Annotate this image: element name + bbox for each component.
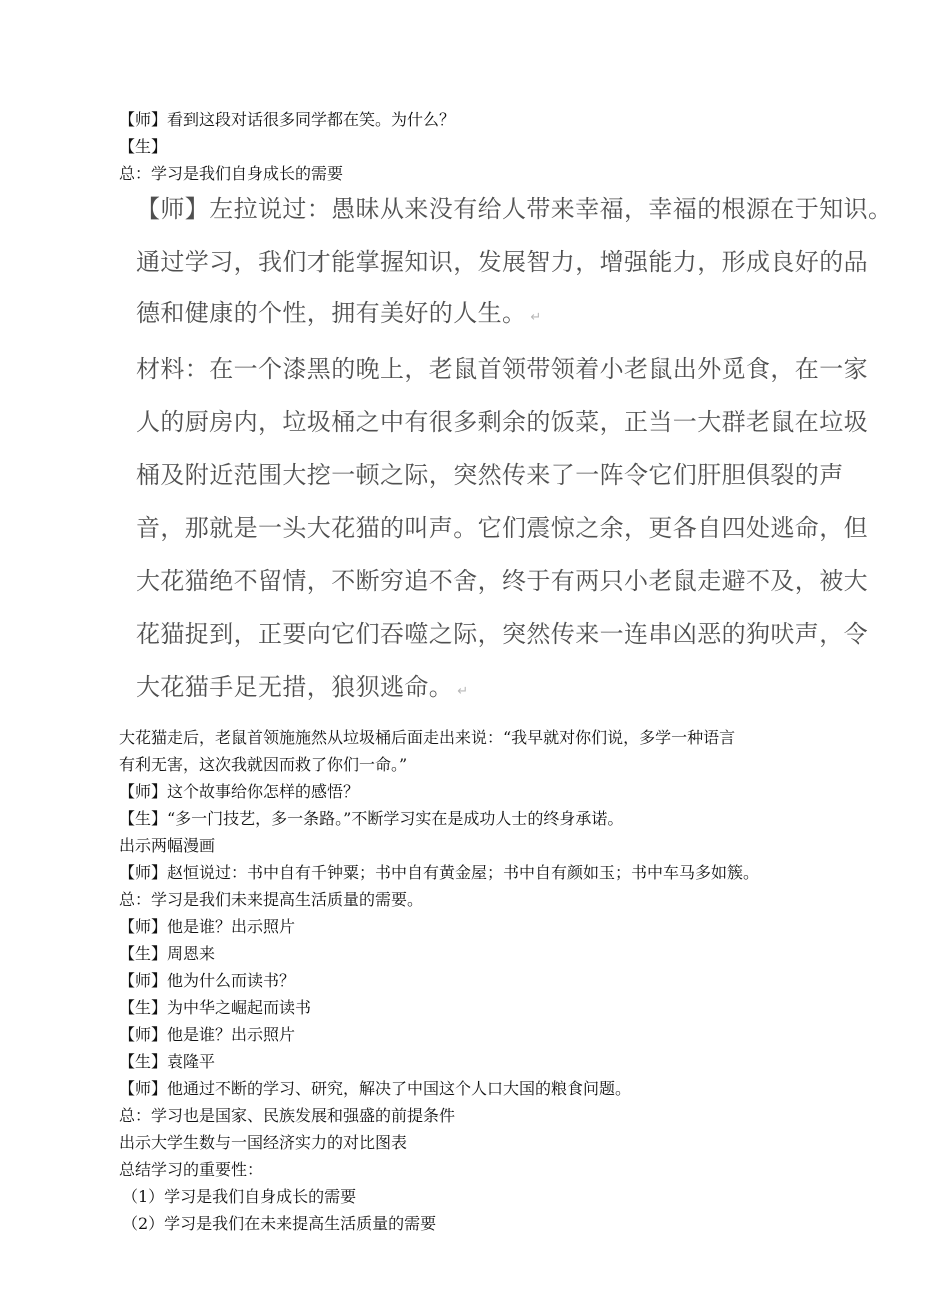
summary-line: 总：学习是我们自身成长的需要 [119,164,344,183]
conclusion-item: （1）学习是我们自身成长的需要 [122,1187,357,1206]
image-text-line [136,298,542,333]
conclusion-item: （2）学习是我们在未来提高生活质量的需要 [122,1214,437,1233]
story-ending-line: 有利无害，这次我就因而救了你们一命。” [119,755,408,774]
instruction-line: 出示两幅漫画 [119,836,216,855]
dialogue-line-teacher: 【师】赵恒说过：书中自有千钟粟；书中自有黄金屋；书中自有颜如玉；书中车马多如簇。 [119,863,760,882]
dialogue-line-student: 【生】周恩来 [119,944,216,963]
dialogue-line-teacher: 【师】他通过不断的学习、研究，解决了中国这个人口大国的粮食问题。 [119,1079,632,1098]
image-text-content: 大花猫手足无措，狼狈逃命。 [136,673,454,701]
dialogue-line-student: 【生】“多一门技艺，多一条路。”不断学习实在是成功人士的终身承诺。 [119,809,624,828]
image-text-line: 材料：在一个漆黑的晚上，老鼠首领带领着小老鼠出外觅食，在一家 [136,355,868,383]
dialogue-line-student: 【生】袁隆平 [119,1052,216,1071]
dialogue-line-student: 【生】为中华之崛起而读书 [119,998,312,1017]
embedded-text-image [136,190,893,710]
dialogue-line-teacher: 【师】他为什么而读书？ [119,971,296,990]
dialogue-line-teacher-question: 【师】看到这段对话很多同学都在笑。为什么？ [119,110,456,129]
image-text-line: 人的厨房内，垃圾桶之中有很多剩余的饭菜，正当一大群老鼠在垃圾 [136,408,868,436]
image-text-line: 通过学习，我们才能掌握知识，发展智力，增强能力，形成良好的品 [136,248,868,276]
dialogue-line-teacher: 【师】这个故事给你怎样的感悟？ [119,782,360,801]
image-text-line: 【师】左拉说过：愚昧从来没有给人带来幸福，幸福的根源在于知识。 [136,195,893,223]
image-text-line: 大花猫绝不留情，不断穷追不舍，终于有两只小老鼠走避不及，被大 [136,567,868,595]
return-mark-icon: ↵ [530,310,542,325]
image-text-line: 花猫捉到，正要向它们吞噬之际，突然传来一连串凶恶的狗吠声，令 [136,620,868,648]
image-text-line: 音，那就是一头大花猫的叫声。它们震惊之余，更各自四处逃命，但 [136,514,868,542]
summary-line: 总：学习是我们未来提高生活质量的需要。 [119,890,424,909]
return-mark-icon: ↵ [457,684,469,699]
image-text-line: 桶及附近范围大挖一顿之际，突然传来了一阵令它们肝胆俱裂的声 [136,461,844,489]
dialogue-line-teacher: 【师】他是谁？出示照片 [119,917,296,936]
dialogue-line-teacher: 【师】他是谁？出示照片 [119,1025,296,1044]
instruction-line: 出示大学生数与一国经济实力的对比图表 [119,1133,408,1152]
story-ending-line: 大花猫走后，老鼠首领施施然从垃圾桶后面走出来说：“我早就对你们说，多学一种语言 [119,728,736,747]
summary-line: 总：学习也是国家、民族发展和强盛的前提条件 [119,1106,456,1125]
image-text-content: 德和健康的个性，拥有美好的人生。 [136,299,527,327]
image-text-line [136,672,469,707]
conclusion-heading: 总结学习的重要性： [119,1160,264,1179]
dialogue-line-student: 【生】 [119,137,168,156]
